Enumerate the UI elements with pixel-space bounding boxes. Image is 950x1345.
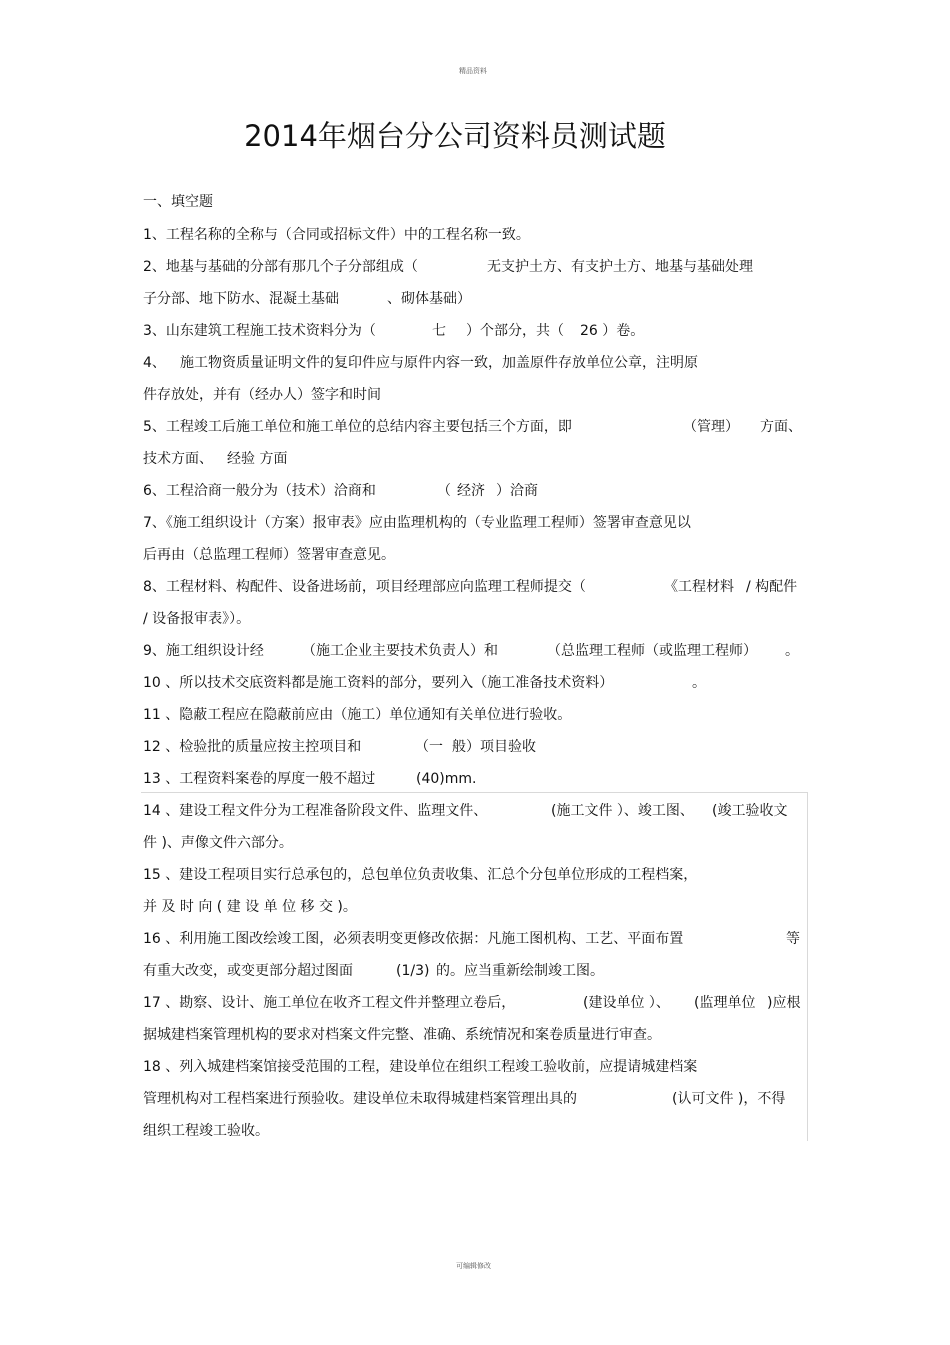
question-text: 施工物资质量证明文件的复印件应与原件内容一致，加盖原件存放单位公章，注明原 — [180, 355, 698, 371]
question-text: 9、施工组织设计经 — [143, 643, 264, 659]
answer-text: / 设备报审表》）。 — [143, 611, 251, 627]
question-text: 有重大改变，或变更部分超过图面 — [143, 963, 353, 979]
question-text: 。 — [785, 643, 799, 659]
answer-text: 般）项目验收 — [452, 739, 536, 755]
answer-text: 无支护土方、有支护土方、地基与基础处理 — [487, 259, 753, 275]
answer-text: 经济 — [457, 483, 485, 499]
question-text: 16 、利用施工图改绘竣工图，必须表明变更修改依据：凡施工图机构、工艺、平面布置 — [143, 931, 684, 947]
page-header: 精品资料 — [459, 67, 487, 75]
question-text: 14 、建设工程文件分为工程准备阶段文件、监理文件、 — [143, 803, 488, 819]
question-text: 的。应当重新绘制竣工图。 — [436, 963, 604, 979]
question-text: 子分部、地下防水、混凝土基础 — [143, 291, 339, 307]
question-text: 件存放处，并有（经办人）签字和时间 — [143, 387, 381, 403]
answer-text: （管理） — [683, 419, 739, 435]
question-text: 8、工程材料、构配件、设备进场前，项目经理部应向监理工程师提交（ — [143, 579, 586, 595]
answer-text: 并 及 时 向 ( 建 设 单 位 移 交 )。 — [143, 899, 357, 915]
question-text: 13 、工程资料案卷的厚度一般不超过 — [143, 771, 376, 787]
question-number: 4、 — [143, 355, 166, 371]
question-text: （ — [437, 483, 451, 499]
question-text: 15 、建设工程项目实行总承包的，总包单位负责收集、汇总个分包单位形成的工程档案， — [143, 867, 698, 883]
question-text: 5、工程竣工后施工单位和施工单位的总结内容主要包括三个方面，即 — [143, 419, 572, 435]
question-text: 后再由（总监理工程师）签署审查意见。 — [143, 547, 395, 563]
question-text: 方面、 — [760, 419, 802, 435]
answer-text: (建设单位 ）、 — [583, 995, 670, 1011]
answer-text: （一 — [415, 739, 443, 755]
answer-text: / 构配件 — [746, 579, 798, 595]
question-text: ）个部分，共（ — [466, 323, 564, 339]
question-text: 。 — [692, 675, 706, 691]
question-text: 组织工程竣工验收。 — [143, 1123, 269, 1139]
answer-text: )应根 — [767, 995, 801, 1011]
question-text: 11 、隐蔽工程应在隐蔽前应由（施工）单位通知有关单位进行验收。 — [143, 707, 572, 723]
document-title: 2014年烟台分公司资料员测试题 — [244, 119, 666, 153]
answer-text: 七 — [432, 323, 446, 339]
question-text: 18 、列入城建档案馆接受范围的工程，建设单位在组织工程竣工验收前，应提请城建档案 — [143, 1059, 698, 1075]
question-text: 技术方面、 — [143, 451, 213, 467]
answer-text: （总监理工程师（或监理工程师） — [547, 643, 757, 659]
question-text: 等 — [786, 931, 800, 947]
answer-text: 、砌体基础） — [387, 291, 471, 307]
question-text: 1、工程名称的全称与（合同或招标文件）中的工程名称一致。 — [143, 227, 530, 243]
answer-text: 26 ）卷。 — [580, 323, 645, 339]
question-text: 12 、检验批的质量应按主控项目和 — [143, 739, 362, 755]
question-text: 据城建档案管理机构的要求对档案文件完整、准确、系统情况和案卷质量进行审查。 — [143, 1027, 661, 1043]
question-text: 2、地基与基础的分部有那几个子分部组成（ — [143, 259, 418, 275]
section-heading: 一、填空题 — [143, 194, 213, 210]
answer-text: 经验 方面 — [227, 451, 288, 467]
question-text: 17 、勘察、设计、施工单位在收齐工程文件并整理立卷后， — [143, 995, 516, 1011]
answer-text: (施工文件 ）、竣工图、 — [551, 803, 694, 819]
answer-text: (监理单位 — [694, 995, 756, 1011]
answer-text: (竣工验收文 — [712, 803, 788, 819]
answer-text: 件 )、声像文件六部分。 — [143, 835, 293, 851]
question-text: 7、《施工组织设计（方案）报审表》应由监理机构的（专业监理工程师）签署审查意见以 — [143, 515, 691, 531]
answer-text: (40)mm. — [416, 771, 477, 787]
page-footer: 可编辑修改 — [456, 1262, 491, 1270]
question-text: 管理机构对工程档案进行预验收。建设单位未取得城建档案管理出具的 — [143, 1091, 577, 1107]
question-text: ）洽商 — [496, 483, 538, 499]
answer-text: （施工企业主要技术负责人）和 — [302, 643, 498, 659]
question-text: 10 、所以技术交底资料都是施工资料的部分，要列入（施工准备技术资料） — [143, 675, 614, 691]
answer-text: (1/3) — [396, 963, 430, 979]
question-text: 6、工程洽商一般分为（技术）洽商和 — [143, 483, 376, 499]
answer-text: 《工程材料 — [664, 579, 734, 595]
answer-text: (认可文件 )，不得 — [672, 1091, 786, 1107]
question-text: 3、山东建筑工程施工技术资料分为（ — [143, 323, 376, 339]
